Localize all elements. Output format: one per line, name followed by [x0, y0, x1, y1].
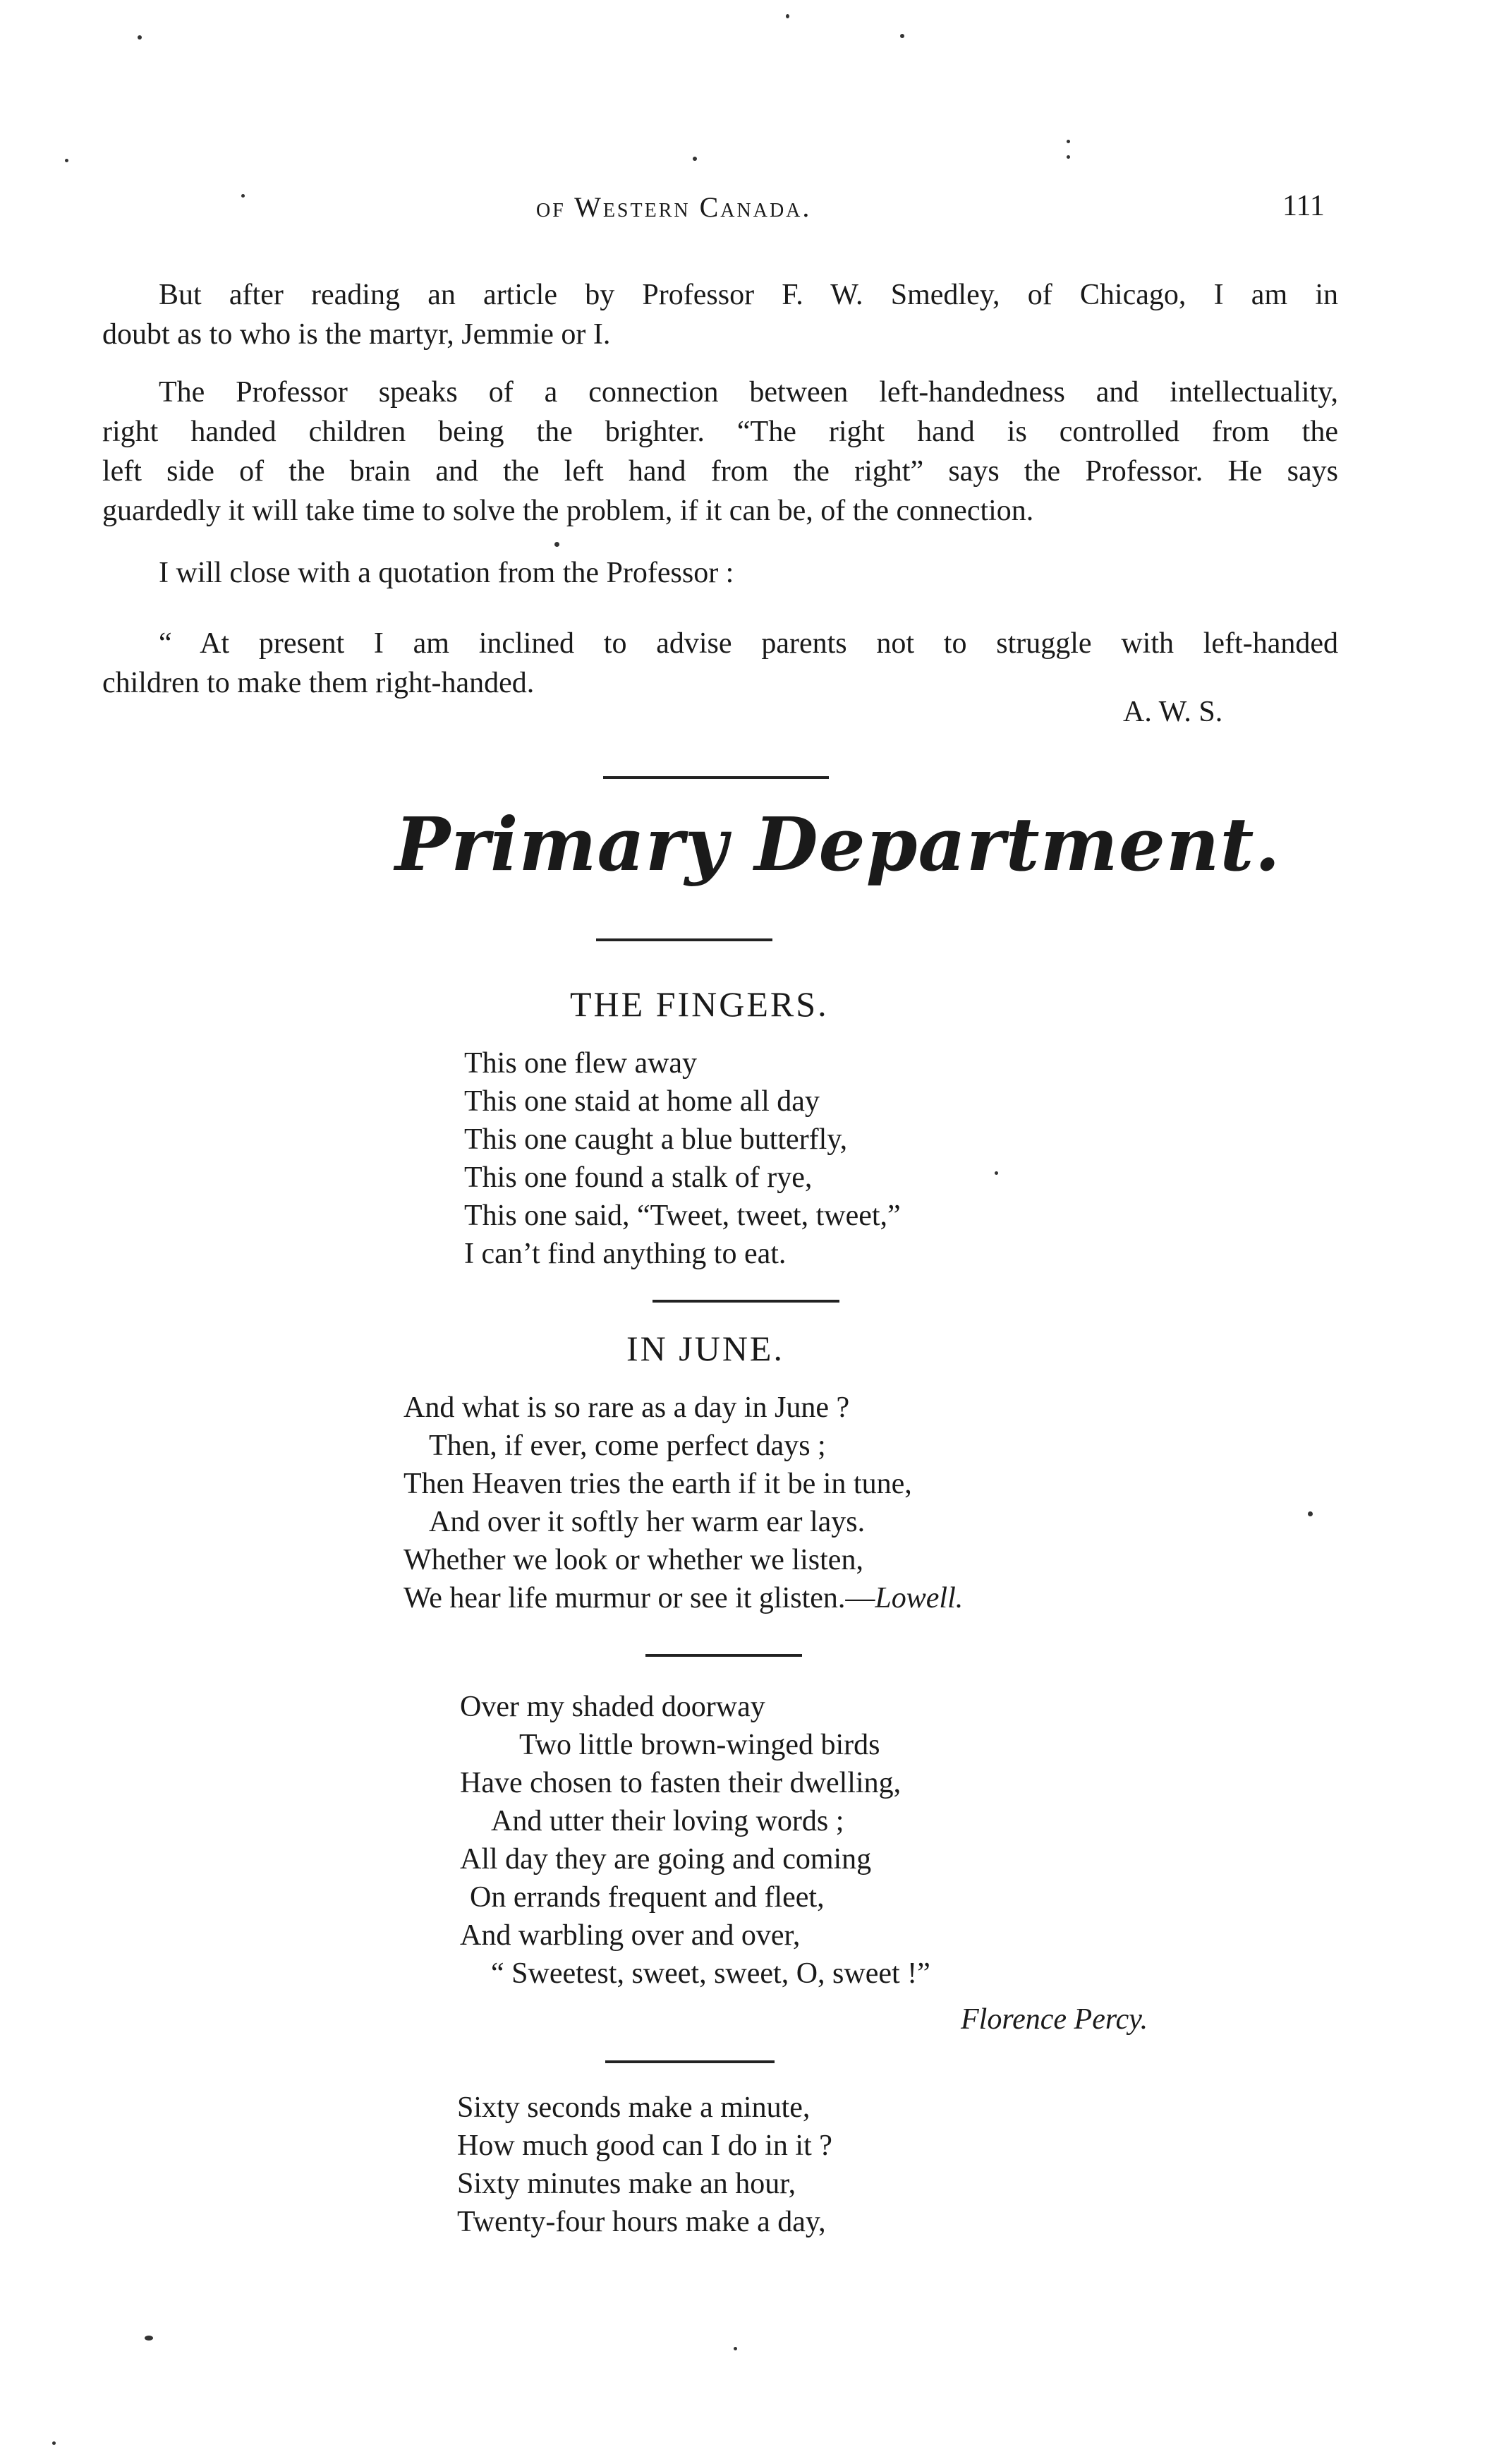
signature: A. W. S.	[1123, 696, 1223, 728]
scan-speck	[786, 14, 789, 18]
poem-line: We hear life murmur or see it glisten.—	[403, 1582, 875, 1614]
scan-speck	[241, 194, 245, 198]
scan-speck	[138, 35, 142, 40]
poem-line: Sixty minutes make an hour,	[457, 2168, 796, 2200]
divider-rule	[603, 776, 829, 779]
scan-speck	[1067, 155, 1070, 159]
poem-line: And utter their loving words ;	[491, 1805, 844, 1837]
poem-line: How much good can I do in it ?	[457, 2130, 832, 2162]
text-line: right handed children being the brighter. “The right hand is controlled from the	[102, 416, 1338, 448]
text-line: children to make them right-handed.	[102, 667, 535, 699]
poem-june	[403, 1389, 963, 1617]
poem-line: And over it softly her warm ear lays.	[429, 1506, 866, 1538]
poem-line: This one found a stalk of rye,	[464, 1161, 813, 1194]
department-title: Primary Department.	[395, 801, 1281, 888]
poem-doorway	[460, 1688, 930, 1993]
poem-attribution: Florence Percy.	[961, 2003, 1148, 2036]
divider-rule	[645, 1654, 802, 1657]
article-paragraph-2	[102, 373, 1338, 531]
text-line: guardedly it will take time to solve the problem, if it can be, of the connection.	[102, 495, 1034, 527]
poem-line-with-attribution	[403, 1579, 963, 1617]
poem-line: Twenty-four hours make a day,	[457, 2206, 826, 2238]
poem-line: Have chosen to fasten their dwelling,	[460, 1767, 902, 1799]
poem-line: This one flew away	[464, 1047, 698, 1080]
poem-line: Over my shaded doorway	[460, 1691, 765, 1723]
scan-speck	[65, 159, 68, 162]
page-number: 111	[1282, 190, 1325, 222]
poem-line: All day they are going and coming	[460, 1843, 872, 1876]
article-paragraph-4	[102, 624, 1338, 703]
poem-line: Then Heaven tries the earth if it be in tune,	[403, 1468, 912, 1500]
poem-line: This one said, “Tweet, tweet, tweet,”	[464, 1200, 901, 1232]
poem-line: Whether we look or whether we listen,	[403, 1544, 863, 1576]
divider-rule	[653, 1300, 839, 1303]
scan-speck	[995, 1171, 998, 1175]
scan-speck	[734, 2347, 737, 2350]
poem-line: Two little brown-winged birds	[519, 1729, 880, 1761]
scan-speck	[145, 2336, 153, 2341]
divider-rule	[596, 938, 772, 941]
poem-attribution: Lowell.	[875, 1582, 964, 1614]
text-line: But after reading an article by Professor F. W. Smedley, of Chicago, I am in	[159, 279, 1338, 311]
divider-rule	[605, 2060, 775, 2063]
text-line: “ At present I am inclined to advise parents not to struggle with left-handed	[159, 627, 1338, 660]
text-line: doubt as to who is the martyr, Jemmie or I.	[102, 318, 611, 351]
poem-line: And what is so rare as a day in June ?	[403, 1391, 850, 1424]
poem-line: Sixty seconds make a minute,	[457, 2091, 811, 2124]
article-paragraph-1	[102, 275, 1338, 354]
poem-title: THE FINGERS.	[570, 984, 829, 1024]
poem-line: On errands frequent and fleet,	[470, 1881, 825, 1914]
scan-speck	[52, 2441, 56, 2445]
scan-speck	[1308, 1511, 1313, 1516]
scan-speck	[900, 34, 904, 38]
text-line: I will close with a quotation from the Professor :	[159, 557, 734, 589]
running-header: of Western Canada.	[536, 191, 812, 223]
poem-fingers	[464, 1044, 901, 1273]
text-line: The Professor speaks of a connection between left-handedness and intellectuality,	[159, 376, 1338, 409]
poem-minutes	[457, 2089, 832, 2241]
scan-speck	[1067, 140, 1070, 143]
poem-line: “ Sweetest, sweet, sweet, O, sweet !”	[491, 1957, 930, 1990]
scan-speck	[554, 542, 559, 547]
text-line: left side of the brain and the left hand from the right” says the Professor. He says	[102, 455, 1338, 488]
poem-title: IN JUNE.	[626, 1329, 784, 1368]
poem-line: This one caught a blue butterfly,	[464, 1123, 848, 1156]
poem-line: Then, if ever, come perfect days ;	[429, 1430, 826, 1462]
poem-line: This one staid at home all day	[464, 1085, 820, 1118]
poem-line: And warbling over and over,	[460, 1919, 801, 1952]
poem-line: I can’t find anything to eat.	[464, 1238, 787, 1270]
scan-speck	[693, 157, 697, 161]
article-paragraph-3	[102, 553, 1338, 593]
